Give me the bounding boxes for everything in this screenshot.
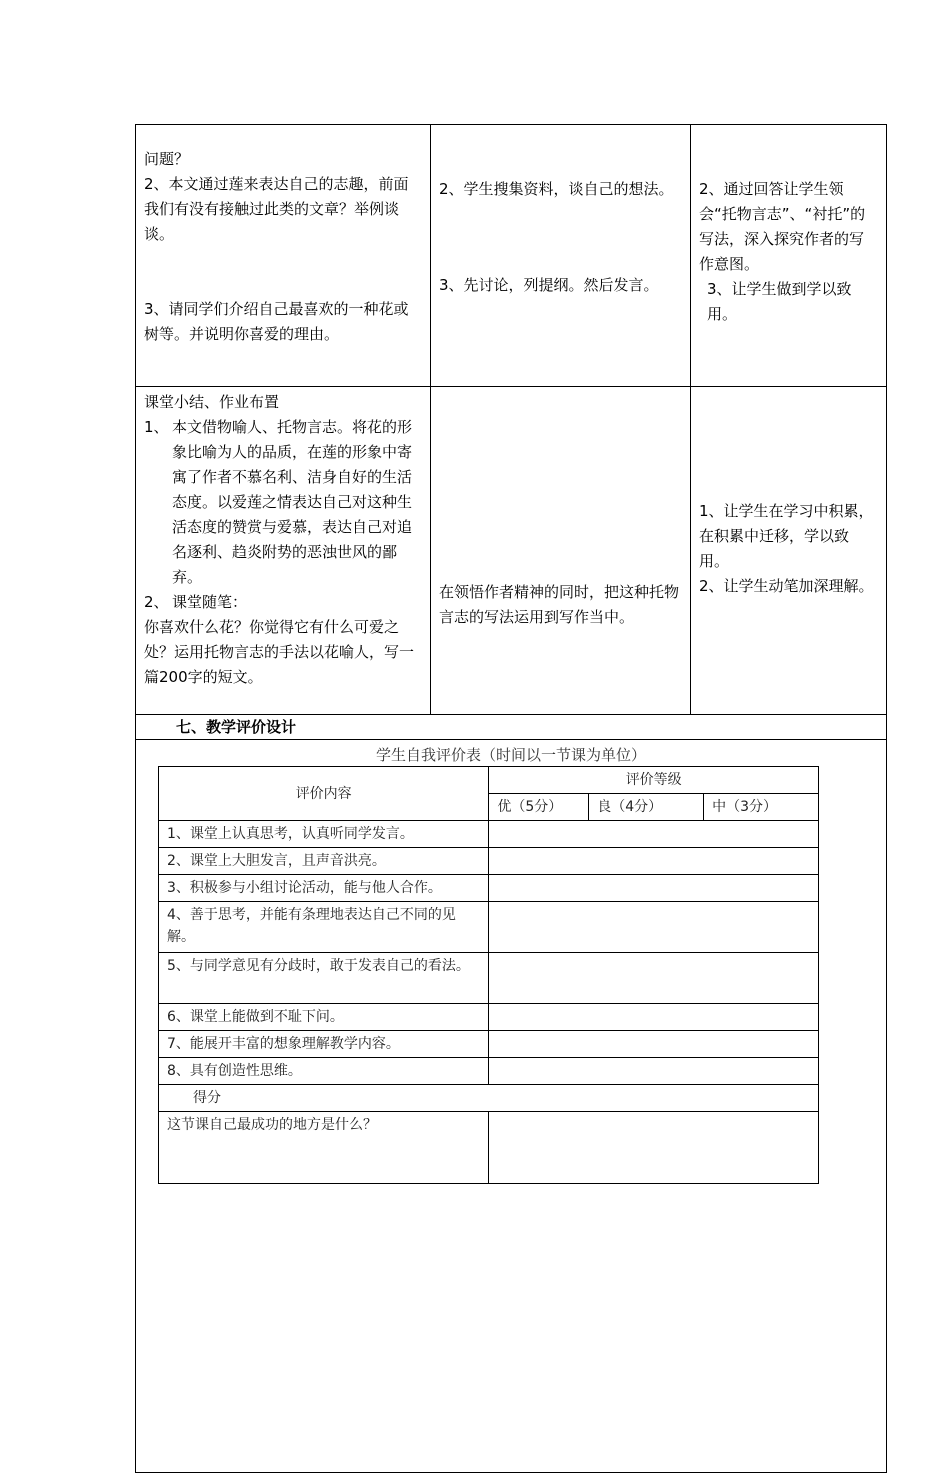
grade-good: 良（4分） bbox=[589, 794, 704, 821]
summary-cell bbox=[136, 387, 431, 714]
evaluation-table-title: 学生自我评价表（时间以一节课为单位） bbox=[375, 746, 646, 764]
criterion: 8、具有创造性思维。 bbox=[159, 1058, 489, 1085]
student-line: 在领悟作者精神的同时，把这种托物言志的写法运用到写作当中。 bbox=[439, 583, 680, 626]
criterion: 7、能展开丰富的想象理解教学内容。 bbox=[159, 1031, 489, 1058]
grade-cell[interactable] bbox=[489, 902, 819, 953]
success-answer-cell[interactable] bbox=[489, 1112, 819, 1184]
criterion: 4、善于思考，并能有条理地表达自己不同的见解。 bbox=[159, 902, 489, 953]
lesson-row-activities bbox=[136, 125, 886, 387]
grade-cell[interactable] bbox=[489, 821, 819, 848]
student-line: 3、先讨论，列提纲。然后发言。 bbox=[439, 276, 659, 294]
grade-cell[interactable] bbox=[489, 1004, 819, 1031]
student-activity-cell bbox=[431, 125, 691, 386]
evaluation-section bbox=[136, 740, 886, 1472]
lesson-row-summary bbox=[136, 387, 886, 715]
grade-excellent: 优（5分） bbox=[489, 794, 589, 821]
design-intent-cell bbox=[691, 387, 886, 714]
grade-cell[interactable] bbox=[489, 875, 819, 902]
intent-line: 3、让学生做到学以致用。 bbox=[707, 280, 852, 323]
teacher-line: 3、请同学们介绍自己最喜欢的一种花或树等。并说明你喜爱的理由。 bbox=[144, 300, 409, 343]
grade-cell[interactable] bbox=[489, 848, 819, 875]
teacher-activity-cell bbox=[136, 125, 431, 386]
criterion: 1、课堂上认真思考，认真听同学发言。 bbox=[159, 821, 489, 848]
summary-item-1: 本文借物喻人、托物言志。将花的形象比喻为人的品质，在莲的形象中寄寓了作者不慕名利、洁身自好的生活态度。以爱莲之情表达自己对这种生活态度的赞赏与爱慕，表达自己对追名逐利、趋炎附势的恶浊世风的鄙弃。 bbox=[172, 418, 413, 586]
intent-line: 1、让学生在学习中积累，在积累中迁移，学以致用。 bbox=[699, 502, 874, 570]
essay-assignment: 你喜欢什么花？你觉得它有什么可爱之处？运用托物言志的手法以花喻人，写一篇200字的短文。 bbox=[144, 618, 415, 686]
criterion: 5、与同学意见有分歧时，敢于发表自己的看法。 bbox=[159, 953, 489, 1004]
intent-line: 2、通过回答让学生领会“托物言志”、“衬托”的写法，深入探究作者的写作意图。 bbox=[699, 180, 866, 273]
section-title: 七、教学评价设计 bbox=[136, 715, 886, 740]
grade-cell[interactable] bbox=[489, 1058, 819, 1085]
header-evaluation-grade: 评价等级 bbox=[489, 767, 819, 794]
success-question: 这节课自己最成功的地方是什么？ bbox=[159, 1112, 489, 1184]
design-intent-cell bbox=[691, 125, 886, 386]
grade-cell[interactable] bbox=[489, 1031, 819, 1058]
teacher-line: 问题？ bbox=[144, 150, 190, 168]
grade-fair: 中（3分） bbox=[704, 794, 819, 821]
item-number: 2、 bbox=[144, 593, 169, 611]
grade-cell[interactable] bbox=[489, 953, 819, 1004]
teacher-line: 2、本文通过莲来表达自己的志趣，前面我们有没有接触过此类的文章？举例谈谈。 bbox=[144, 175, 409, 243]
lesson-plan-table bbox=[135, 124, 887, 1473]
student-activity-cell bbox=[431, 387, 691, 714]
criterion: 6、课堂上能做到不耻下问。 bbox=[159, 1004, 489, 1031]
intent-line: 2、让学生动笔加深理解。 bbox=[699, 577, 874, 595]
score-label: 得分 bbox=[159, 1085, 819, 1112]
criterion: 3、积极参与小组讨论活动，能与他人合作。 bbox=[159, 875, 489, 902]
item-number: 1、 bbox=[144, 418, 169, 436]
header-evaluation-content: 评价内容 bbox=[159, 767, 489, 821]
summary-heading: 课堂小结、作业布置 bbox=[144, 393, 280, 411]
summary-item-2: 课堂随笔： bbox=[172, 593, 248, 611]
self-evaluation-table bbox=[158, 766, 819, 1184]
criterion: 2、课堂上大胆发言，且声音洪亮。 bbox=[159, 848, 489, 875]
student-line: 2、学生搜集资料，谈自己的想法。 bbox=[439, 180, 674, 198]
